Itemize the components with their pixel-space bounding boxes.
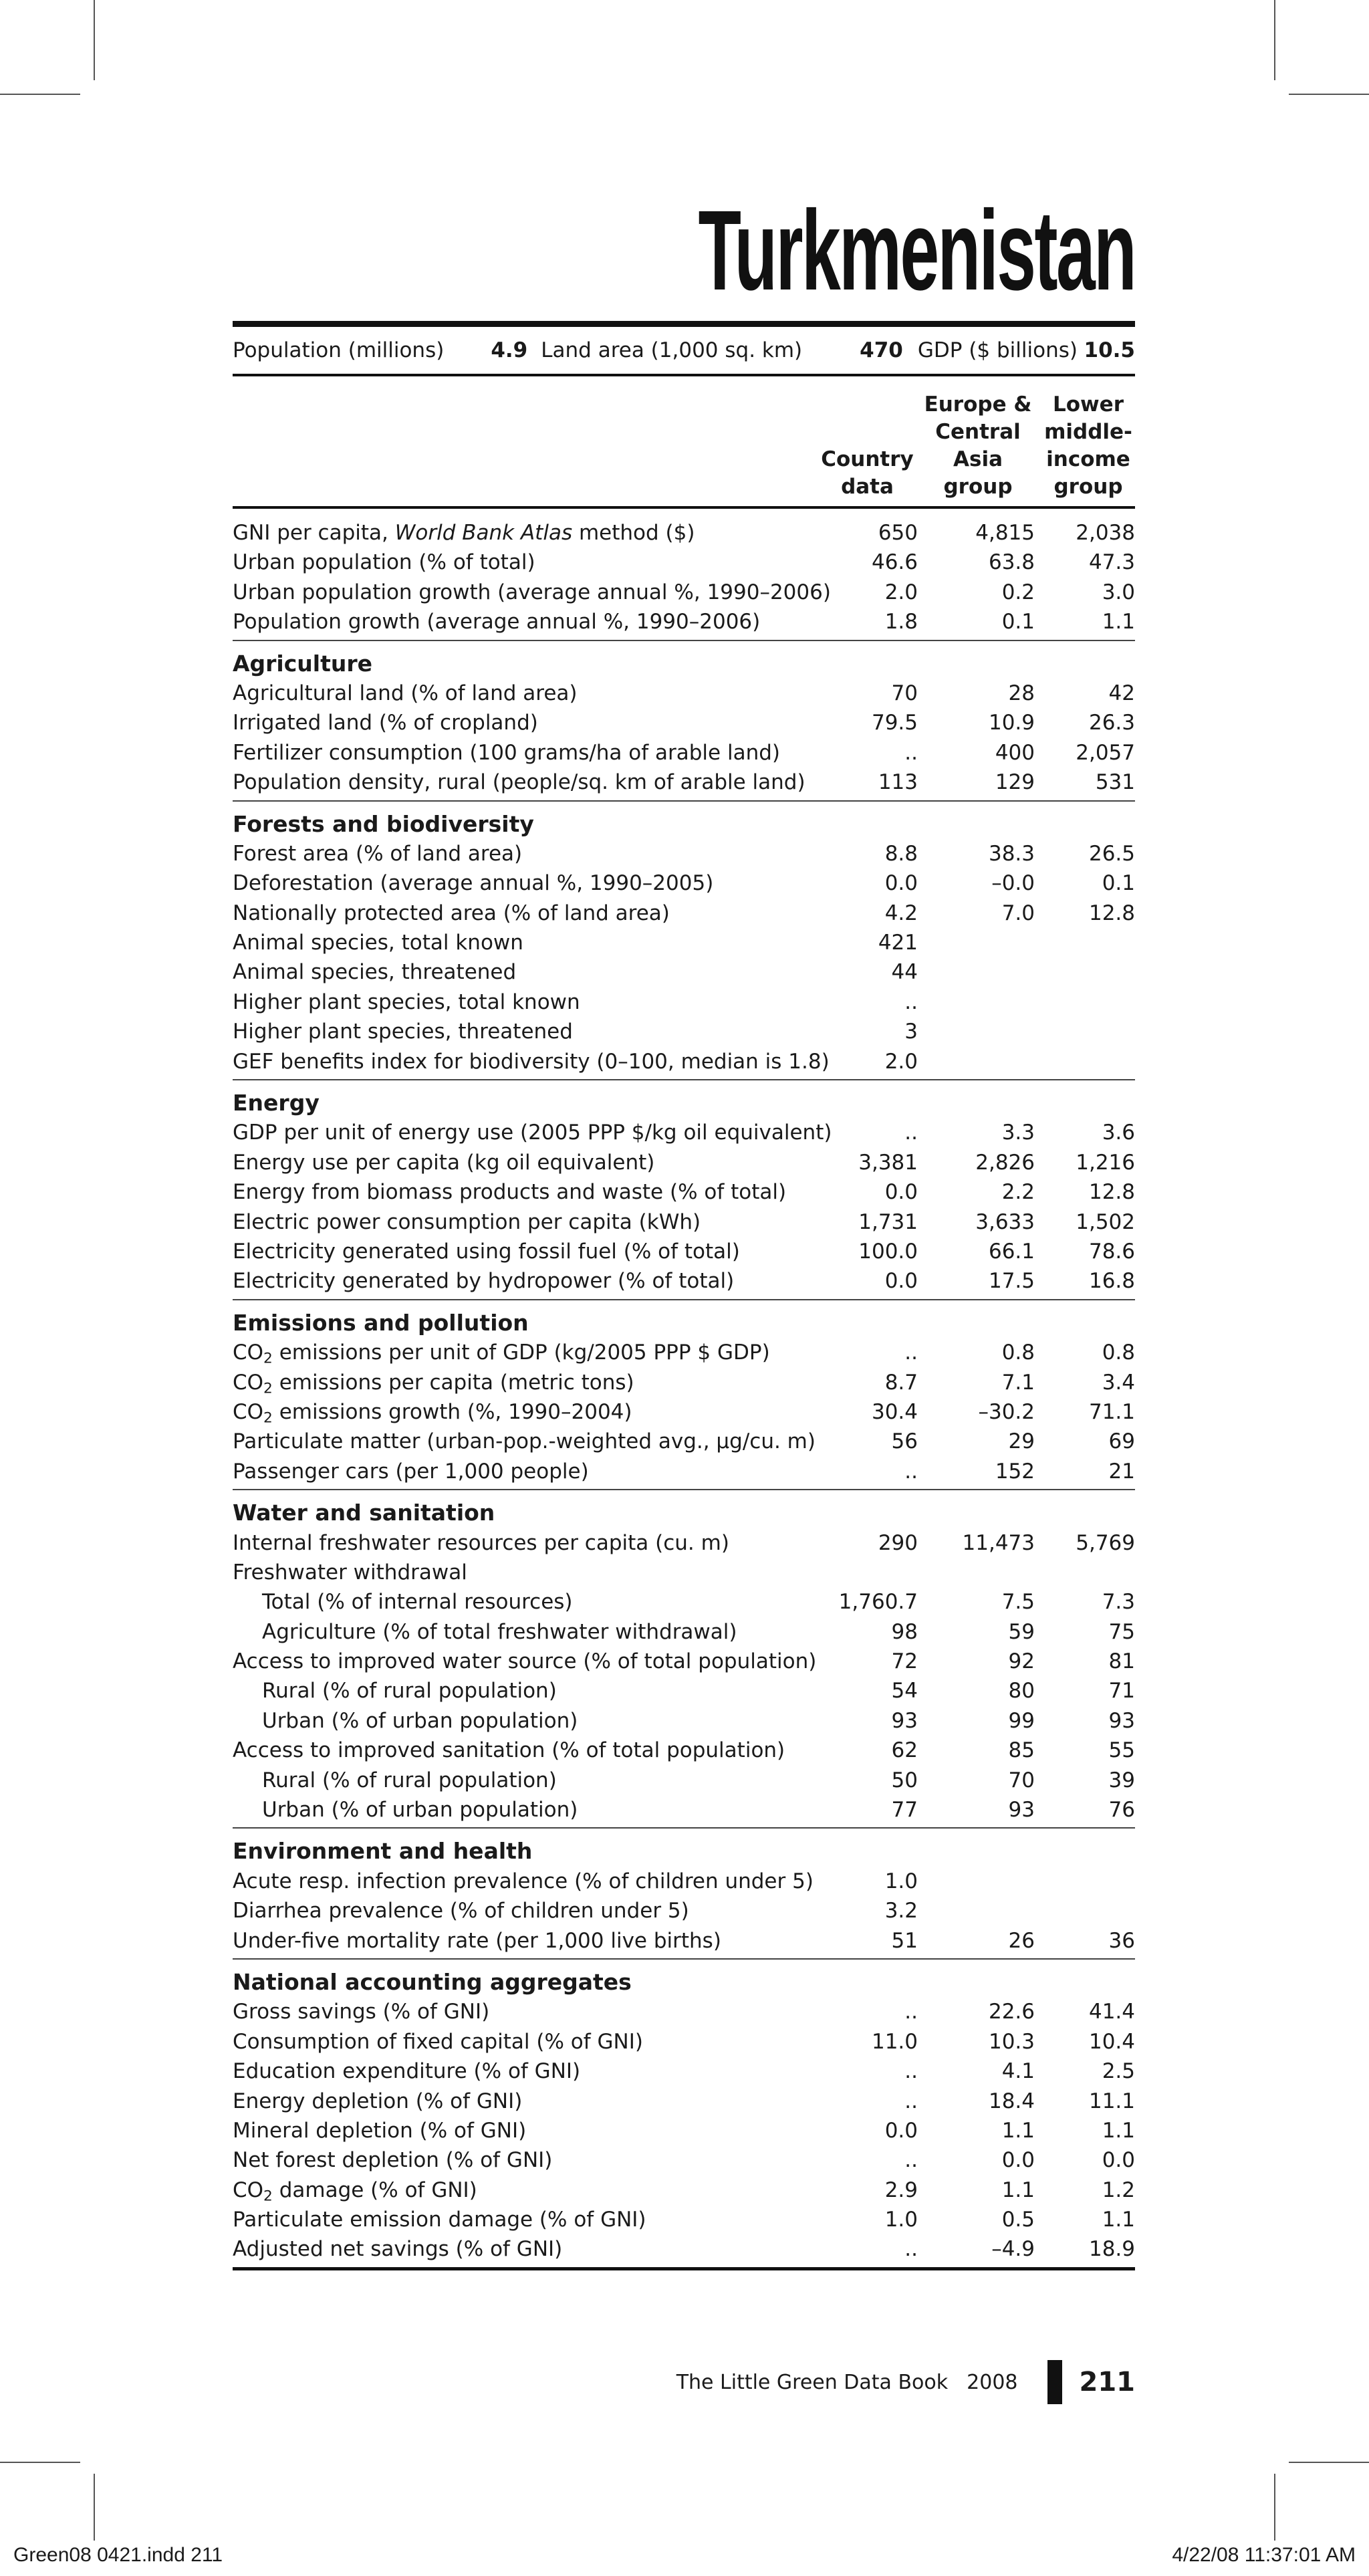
table-row: [233, 1558, 1135, 1587]
row-label: Agriculture (% of total freshwater withdrawal): [262, 1619, 737, 1644]
row-label: Urban population (% of total): [233, 550, 535, 575]
country-value: 50: [891, 1768, 918, 1792]
country-value: ..: [904, 1459, 918, 1484]
row-label: Forest area (% of land area): [233, 841, 523, 866]
region-value: 63.8: [988, 550, 1035, 575]
row-label: Gross savings (% of GNI): [233, 2000, 490, 2024]
income-group-value: 71.1: [1088, 1399, 1135, 1424]
row-label: Animal species, total known: [233, 931, 523, 955]
income-group-value: 3.4: [1102, 1370, 1135, 1395]
section-divider: [233, 1299, 1135, 1300]
income-group-value: 3.6: [1102, 1121, 1135, 1145]
section-heading: Emissions and pollution: [233, 1309, 529, 1336]
country-value: 0.0: [884, 871, 918, 896]
country-value: ..: [904, 989, 918, 1014]
table-bottom-rule: [233, 2267, 1135, 2270]
table-row: [233, 928, 1135, 957]
income-group-value: 16.8: [1088, 1269, 1135, 1294]
row-label: Higher plant species, total known: [233, 989, 580, 1014]
table-row: [233, 1795, 1135, 1825]
country-value: 54: [891, 1679, 918, 1704]
row-label: Education expenditure (% of GNI): [233, 2059, 581, 2084]
region-value: 400: [995, 740, 1035, 765]
country-value: ..: [904, 740, 918, 765]
country-value: 98: [891, 1619, 918, 1644]
region-value: 7.1: [1001, 1370, 1035, 1395]
row-label: Particulate emission damage (% of GNI): [233, 2208, 646, 2232]
region-value: –30.2: [978, 1399, 1035, 1424]
region-value: 0.2: [1001, 580, 1035, 604]
table-row: [233, 518, 1135, 548]
row-label: Passenger cars (per 1,000 people): [233, 1459, 589, 1484]
crop-mark: [1289, 94, 1369, 95]
table-row: [233, 1177, 1135, 1207]
income-group-value: 81: [1108, 1649, 1135, 1674]
region-value: 66.1: [988, 1239, 1035, 1264]
section-heading: Water and sanitation: [233, 1500, 495, 1526]
row-label: $CO_2$ damage (% of GNI): [233, 2178, 477, 2205]
country-value: 51: [891, 1928, 918, 1953]
column-header-line: income: [1046, 447, 1130, 471]
column-header-line: group: [943, 475, 1013, 499]
table-row: [233, 1926, 1135, 1956]
country-value: 0.0: [884, 2118, 918, 2143]
table-row: [233, 578, 1135, 607]
region-value: 17.5: [988, 1269, 1035, 1294]
row-label: Animal species, threatened: [233, 960, 517, 985]
income-group-value: 3.0: [1102, 580, 1135, 604]
table-row: [233, 1148, 1135, 1177]
section-heading: Agriculture: [233, 650, 373, 677]
income-group-value: 47.3: [1088, 550, 1135, 575]
region-value: 92: [1008, 1649, 1035, 1674]
region-value: 3,633: [975, 1209, 1035, 1234]
row-label: Access to improved water source (% of total population): [233, 1649, 817, 1674]
table-row: [233, 2145, 1135, 2175]
region-value: 0.0: [1001, 2148, 1035, 2173]
region-value: 0.5: [1001, 2208, 1035, 2232]
table-row: [233, 1587, 1135, 1617]
table-row: [233, 839, 1135, 868]
country-value: 77: [891, 1798, 918, 1823]
gdp-value: 10.5: [1084, 338, 1135, 362]
country-value: ..: [904, 1340, 918, 1365]
crop-mark: [0, 2462, 80, 2463]
country-value: 0.0: [884, 1269, 918, 1294]
table-row: [233, 2027, 1135, 2057]
region-value: 0.8: [1001, 1340, 1035, 1365]
country-value: 113: [878, 770, 918, 795]
row-label: Mineral depletion (% of GNI): [233, 2118, 527, 2143]
table-row: [233, 1867, 1135, 1896]
table-row: [233, 768, 1135, 797]
table-row: [233, 957, 1135, 987]
section-divider: [233, 640, 1135, 641]
footer-bar: [1047, 2360, 1062, 2404]
region-value: –0.0: [991, 871, 1035, 896]
country-value: 1,731: [858, 1209, 918, 1234]
region-value: 7.5: [1001, 1590, 1035, 1615]
table-row: [233, 1266, 1135, 1296]
income-group-value: 5,769: [1076, 1530, 1135, 1555]
slug-right: 4/22/08 11:37:01 AM: [1172, 2544, 1356, 2566]
country-value: 30.4: [871, 1399, 918, 1424]
section-divider: [233, 1958, 1135, 1960]
section-divider: [233, 800, 1135, 802]
income-group-value: 39: [1108, 1768, 1135, 1792]
region-value: 129: [995, 770, 1035, 795]
crop-mark: [0, 94, 80, 95]
country-value: 56: [891, 1429, 918, 1454]
region-value: 38.3: [988, 841, 1035, 866]
region-value: 70: [1008, 1768, 1035, 1792]
country-value: 70: [891, 681, 918, 705]
row-label: GDP per unit of energy use (2005 PPP $/kg oil equivalent): [233, 1121, 832, 1145]
row-label: Energy depletion (% of GNI): [233, 2089, 523, 2113]
region-value: 59: [1008, 1619, 1035, 1644]
row-label: $CO_2$ emissions per capita (metric tons): [233, 1370, 634, 1397]
row-label: Rural (% of rural population): [262, 1768, 557, 1792]
column-header-europe-central-asia: [921, 391, 1035, 501]
indicator-table: [233, 518, 1135, 2270]
table-row: [233, 2116, 1135, 2145]
crop-mark: [94, 2474, 95, 2541]
country-value: ..: [904, 2237, 918, 2262]
section-divider: [233, 1827, 1135, 1829]
country-value: 1.8: [884, 610, 918, 634]
table-row: [233, 868, 1135, 898]
region-value: 7.0: [1001, 901, 1035, 925]
row-label: Population growth (average annual %, 1990–2006): [233, 610, 761, 634]
region-value: 3.3: [1001, 1121, 1035, 1145]
region-value: 22.6: [988, 2000, 1035, 2024]
country-value: 3: [904, 1020, 918, 1044]
income-group-value: 42: [1108, 681, 1135, 705]
country-value: 72: [891, 1649, 918, 1674]
income-group-value: 1.1: [1102, 2208, 1135, 2232]
table-row: [233, 1427, 1135, 1456]
region-value: 10.3: [988, 2029, 1035, 2054]
region-value: 1.1: [1001, 2118, 1035, 2143]
country-value: 290: [878, 1530, 918, 1555]
column-header-line: group: [1053, 475, 1123, 499]
page-number: 211: [1079, 2367, 1135, 2397]
land-area-value: 470: [860, 338, 903, 362]
table-row: [233, 708, 1135, 737]
row-label: Consumption of fixed capital (% of GNI): [233, 2029, 643, 2054]
crop-mark: [94, 0, 95, 80]
country-value: 11.0: [871, 2029, 918, 2054]
country-value: 46.6: [871, 550, 918, 575]
land-area-label: Land area (1,000 sq. km): [541, 338, 803, 362]
region-value: 26: [1008, 1928, 1035, 1953]
region-value: 2.2: [1001, 1180, 1035, 1205]
country-value: 2.9: [884, 2178, 918, 2202]
region-value: 80: [1008, 1679, 1035, 1704]
table-row: [233, 1997, 1135, 2026]
table-row: [233, 1896, 1135, 1925]
country-value: 2.0: [884, 580, 918, 604]
table-row: [233, 1736, 1135, 1765]
income-group-value: 36: [1108, 1928, 1135, 1953]
row-label: Rural (% of rural population): [262, 1679, 557, 1704]
row-label: Internal freshwater resources per capita (cu. m): [233, 1530, 729, 1555]
row-label: Irrigated land (% of cropland): [233, 711, 538, 735]
header-rule: [233, 506, 1135, 509]
region-value: 4.1: [1001, 2059, 1035, 2084]
income-group-value: 2.5: [1102, 2059, 1135, 2084]
income-group-value: 10.4: [1088, 2029, 1135, 2054]
section-heading: Environment and health: [233, 1838, 533, 1865]
row-label: Net forest depletion (% of GNI): [233, 2148, 553, 2173]
row-label: GEF benefits index for biodiversity (0–100, median is 1.8): [233, 1049, 830, 1074]
income-group-value: 0.0: [1102, 2148, 1135, 2173]
table-row: [233, 1237, 1135, 1266]
table-row: [233, 2176, 1135, 2205]
section-heading: Energy: [233, 1090, 320, 1117]
country-value: 8.7: [884, 1370, 918, 1395]
column-header-lower-middle-income: [1035, 391, 1142, 501]
income-group-value: 93: [1108, 1708, 1135, 1733]
row-label: Electricity generated by hydropower (% of total): [233, 1269, 735, 1294]
table-row: [233, 2087, 1135, 2116]
table-row: [233, 1457, 1135, 1486]
population-label: Population (millions): [233, 338, 445, 362]
table-row: [233, 1338, 1135, 1367]
table-row: [233, 899, 1135, 928]
table-row: [233, 1706, 1135, 1736]
page-footer: [676, 2360, 1135, 2404]
section-heading: National accounting aggregates: [233, 1968, 632, 1995]
income-group-value: 26.3: [1088, 711, 1135, 735]
crop-mark: [1274, 0, 1275, 80]
income-group-value: 12.8: [1088, 1180, 1135, 1205]
row-label: GNI per capita, World Bank Atlas method ($): [233, 521, 695, 545]
table-row: [233, 1047, 1135, 1076]
income-group-value: 0.8: [1102, 1340, 1135, 1365]
column-header-line: Europe &: [924, 392, 1032, 417]
region-value: 1.1: [1001, 2178, 1035, 2202]
income-group-value: 0.1: [1102, 871, 1135, 896]
table-row: [233, 607, 1135, 636]
region-value: 4,815: [975, 521, 1035, 545]
country-value: 44: [891, 960, 918, 985]
region-value: 93: [1008, 1798, 1035, 1823]
book-title: The Little Green Data Book: [676, 2370, 949, 2394]
income-group-value: 55: [1108, 1738, 1135, 1763]
row-label: Urban (% of urban population): [262, 1708, 578, 1733]
table-row: [233, 2057, 1135, 2086]
row-label: Electric power consumption per capita (kWh): [233, 1209, 701, 1234]
country-value: ..: [904, 2148, 918, 2173]
income-group-value: 12.8: [1088, 901, 1135, 925]
row-label: Population density, rural (people/sq. km of arable land): [233, 770, 805, 795]
table-row: [233, 738, 1135, 768]
table-row: [233, 1528, 1135, 1558]
income-group-value: 76: [1108, 1798, 1135, 1823]
region-value: –4.9: [991, 2237, 1035, 2262]
country-value: 3.2: [884, 1899, 918, 1923]
row-label: Freshwater withdrawal: [233, 1560, 467, 1585]
row-label: $CO_2$ emissions growth (%, 1990–2004): [233, 1399, 632, 1427]
gdp-label: GDP ($ billions): [917, 338, 1078, 362]
country-value: 93: [891, 1708, 918, 1733]
income-group-value: 78.6: [1088, 1239, 1135, 1264]
income-group-value: 26.5: [1088, 841, 1135, 866]
column-header-line: Central: [935, 420, 1021, 444]
table-row: [233, 548, 1135, 577]
row-label: Adjusted net savings (% of GNI): [233, 2237, 563, 2262]
country-value: 1,760.7: [838, 1590, 918, 1615]
column-header-line: Country: [821, 447, 914, 471]
row-label: Energy from biomass products and waste (% of total): [233, 1180, 787, 1205]
table-row: [233, 1647, 1135, 1676]
column-header-line: Asia: [953, 447, 1003, 471]
table-row: [233, 1017, 1135, 1046]
income-group-value: 1,502: [1076, 1209, 1135, 1234]
region-value: 85: [1008, 1738, 1035, 1763]
income-group-value: 1,216: [1076, 1150, 1135, 1175]
section-heading: Forests and biodiversity: [233, 810, 534, 837]
country-value: 4.2: [884, 901, 918, 925]
income-group-value: 531: [1095, 770, 1135, 795]
income-group-value: 11.1: [1088, 2089, 1135, 2113]
region-value: 29: [1008, 1429, 1035, 1454]
region-value: 0.1: [1001, 610, 1035, 634]
region-value: 11,473: [962, 1530, 1035, 1555]
column-header-line: data: [841, 475, 894, 499]
country-value: 650: [878, 521, 918, 545]
crop-mark: [1289, 2462, 1369, 2463]
table-row: [233, 1207, 1135, 1237]
table-row: [233, 1617, 1135, 1647]
row-label: Fertilizer consumption (100 grams/ha of arable land): [233, 740, 781, 765]
country-value: ..: [904, 1121, 918, 1145]
region-value: 152: [995, 1459, 1035, 1484]
region-value: 18.4: [988, 2089, 1035, 2113]
country-value: ..: [904, 2059, 918, 2084]
row-label: Under-five mortality rate (per 1,000 live births): [233, 1928, 721, 1953]
income-group-value: 1.1: [1102, 2118, 1135, 2143]
region-value: 99: [1008, 1708, 1035, 1733]
income-group-value: 75: [1108, 1619, 1135, 1644]
country-value: 0.0: [884, 1180, 918, 1205]
country-value: 2.0: [884, 1049, 918, 1074]
table-row: [233, 987, 1135, 1017]
region-value: 2,826: [975, 1150, 1035, 1175]
row-label: Particulate matter (urban-pop.-weighted avg., µg/cu. m): [233, 1429, 816, 1454]
row-label: Energy use per capita (kg oil equivalent): [233, 1150, 655, 1175]
book-year: 2008: [967, 2370, 1018, 2394]
country-value: 79.5: [871, 711, 918, 735]
row-label: Total (% of internal resources): [262, 1590, 573, 1615]
row-label: Nationally protected area (% of land area): [233, 901, 670, 925]
table-row: [233, 1766, 1135, 1795]
income-group-value: 21: [1108, 1459, 1135, 1484]
row-label: Diarrhea prevalence (% of children under 5): [233, 1899, 689, 1923]
income-group-value: 18.9: [1088, 2237, 1135, 2262]
country-value: 421: [878, 931, 918, 955]
income-group-value: 41.4: [1088, 2000, 1135, 2024]
table-row: [233, 1676, 1135, 1706]
slug-left: Green08 0421.indd 211: [13, 2544, 223, 2566]
country-value: 1.0: [884, 2208, 918, 2232]
row-label: Electricity generated using fossil fuel (% of total): [233, 1239, 740, 1264]
region-value: 28: [1008, 681, 1035, 705]
population-value: 4.9: [491, 338, 528, 362]
row-label: $CO_2$ emissions per unit of GDP (kg/2005 PPP $ GDP): [233, 1340, 770, 1367]
country-value: 3,381: [858, 1150, 918, 1175]
column-header-country: [812, 446, 922, 501]
section-divider: [233, 1489, 1135, 1490]
page-title: Turkmenistan: [698, 187, 1135, 314]
column-header-line: middle-: [1044, 420, 1132, 444]
income-group-value: 7.3: [1102, 1590, 1135, 1615]
table-row: [233, 1368, 1135, 1397]
row-label: Urban (% of urban population): [262, 1798, 578, 1823]
country-value: 1.0: [884, 1869, 918, 1893]
income-group-value: 69: [1108, 1429, 1135, 1454]
row-label: Access to improved sanitation (% of total population): [233, 1738, 785, 1763]
income-group-value: 71: [1108, 1679, 1135, 1704]
country-value: 62: [891, 1738, 918, 1763]
row-label: Agricultural land (% of land area): [233, 681, 578, 705]
region-value: 10.9: [988, 711, 1035, 735]
income-group-value: 1.1: [1102, 610, 1135, 634]
table-row: [233, 679, 1135, 708]
summary-bar: [233, 321, 1135, 376]
table-row: [233, 2234, 1135, 2264]
country-value: ..: [904, 2089, 918, 2113]
country-value: ..: [904, 2000, 918, 2024]
crop-mark: [1274, 2474, 1275, 2541]
column-header-line: Lower: [1052, 392, 1124, 417]
table-row: [233, 2205, 1135, 2234]
country-value: 8.8: [884, 841, 918, 866]
row-label: Higher plant species, threatened: [233, 1020, 573, 1044]
row-label: Acute resp. infection prevalence (% of children under 5): [233, 1869, 814, 1893]
row-label: Deforestation (average annual %, 1990–2005): [233, 871, 714, 896]
income-group-value: 2,038: [1076, 521, 1135, 545]
income-group-value: 2,057: [1076, 740, 1135, 765]
country-value: 100.0: [858, 1239, 918, 1264]
income-group-value: 1.2: [1102, 2178, 1135, 2202]
row-label: Urban population growth (average annual %, 1990–2006): [233, 580, 831, 604]
section-divider: [233, 1079, 1135, 1080]
table-row: [233, 1118, 1135, 1147]
table-row: [233, 1397, 1135, 1427]
